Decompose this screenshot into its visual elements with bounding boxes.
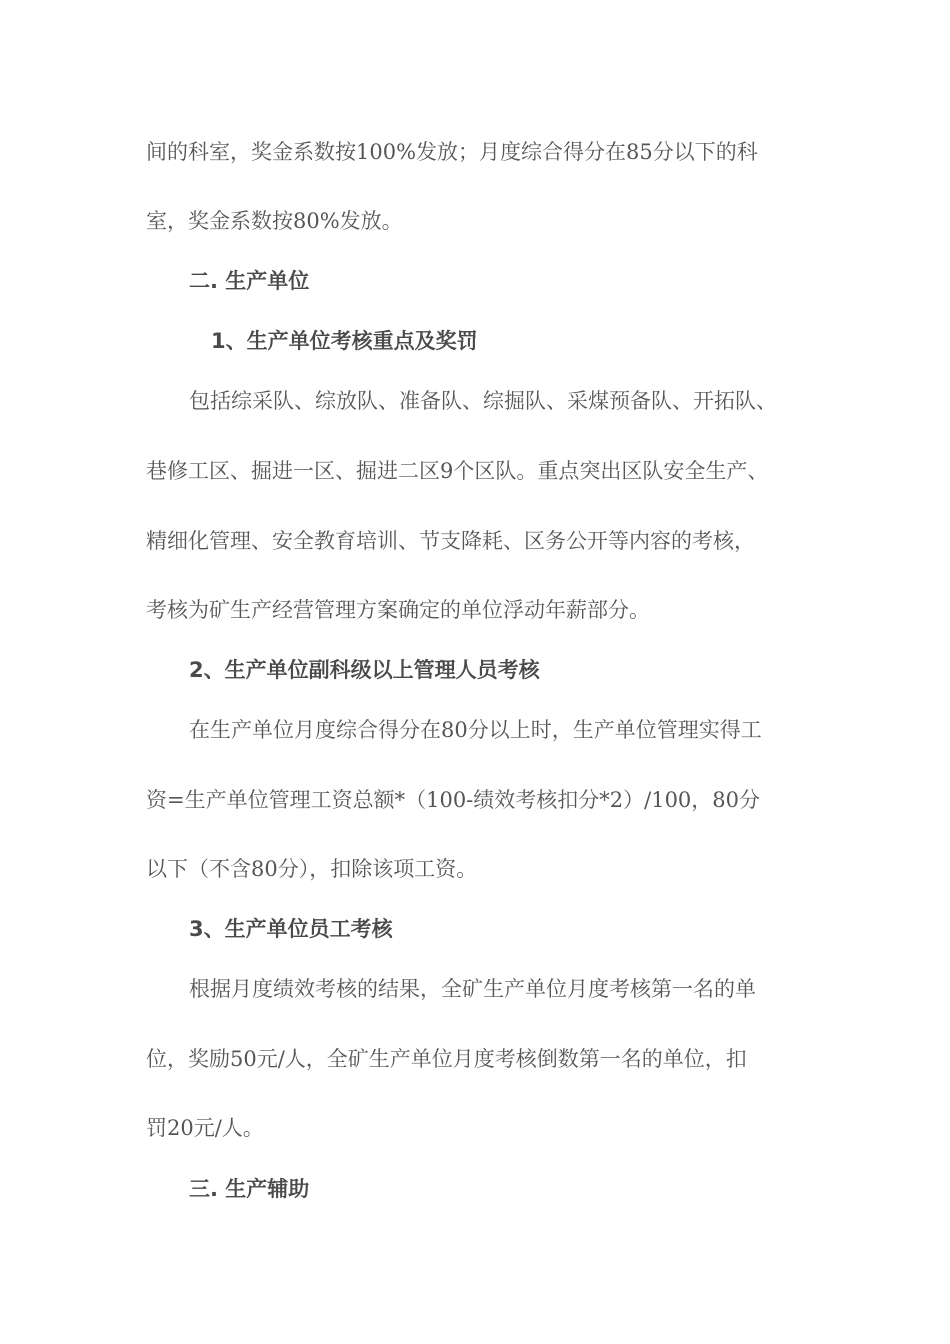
- paragraph-line-5: 精细化管理、安全教育培训、节支降耗、区务公开等内容的考核，: [146, 529, 755, 553]
- subheading-management-assessment: 2、生产单位副科级以上管理人员考核: [189, 658, 540, 682]
- section-heading-production-support: 三. 生产辅助: [189, 1177, 310, 1201]
- paragraph-line-6: 考核为矿生产经营管理方案确定的单位浮动年薪部分。: [146, 598, 650, 622]
- subheading-employee-assessment: 3、生产单位员工考核: [189, 917, 393, 941]
- paragraph-line-1: 间的科室，奖金系数按100%发放；月度综合得分在85分以下的科: [146, 140, 758, 164]
- paragraph-line-4: 巷修工区、掘进一区、掘进二区9个区队。重点突出区队安全生产、: [146, 459, 769, 483]
- paragraph-line-3: 包括综采队、综放队、准备队、综掘队、采煤预备队、开拓队、: [189, 389, 777, 413]
- paragraph-line-10: 根据月度绩效考核的结果，全矿生产单位月度考核第一名的单: [189, 977, 756, 1001]
- paragraph-line-12: 罚20元/人。: [146, 1116, 264, 1140]
- paragraph-line-7: 在生产单位月度综合得分在80分以上时，生产单位管理实得工: [189, 718, 762, 742]
- paragraph-line-9: 以下（不含80分），扣除该项工资。: [146, 857, 478, 881]
- section-heading-production-units: 二. 生产单位: [189, 269, 310, 293]
- paragraph-line-8: 资=生产单位管理工资总额*（100-绩效考核扣分*2）/100，80分: [146, 788, 761, 812]
- subheading-assessment-focus: 1、生产单位考核重点及奖罚: [211, 329, 478, 353]
- paragraph-line-2: 室，奖金系数按80%发放。: [146, 209, 403, 233]
- paragraph-line-11: 位，奖励50元/人，全矿生产单位月度考核倒数第一名的单位，扣: [146, 1047, 747, 1071]
